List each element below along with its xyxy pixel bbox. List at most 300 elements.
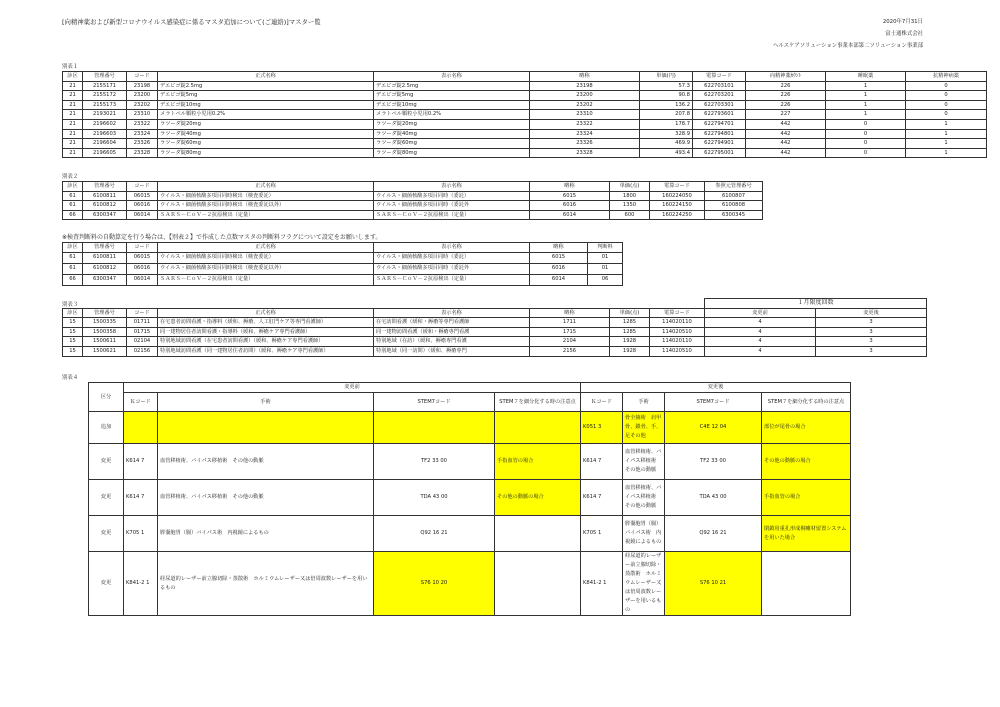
table3-label: 別表３ (62, 302, 79, 308)
table-cell: 23310 (530, 110, 640, 120)
table-row (89, 412, 851, 444)
table-cell: 1285 (610, 318, 650, 328)
table-cell (762, 552, 851, 616)
table-cell (158, 412, 374, 444)
table-cell: 6300345 (705, 210, 763, 220)
table-cell: 15 (63, 337, 83, 347)
table-cell: 178.7 (640, 119, 693, 129)
table2-judgement (62, 242, 623, 286)
table-cell: 閉鎖用重孔形成桐瘻材留置システムを用いた場合 (762, 516, 851, 552)
table-cell: 23202 (127, 100, 158, 110)
table-cell: 21 (63, 119, 83, 129)
col-header: 診区 (63, 308, 83, 318)
table-cell: 0 (826, 139, 906, 149)
table-cell: 06016 (127, 263, 158, 274)
table-cell: 追加 (89, 412, 124, 444)
table-cell: 06016 (127, 201, 158, 211)
table-cell: 23326 (530, 139, 640, 149)
col-header: コード (127, 308, 158, 318)
table-cell: 6100811 (83, 252, 127, 263)
table-cell: 328.9 (640, 129, 693, 139)
table-cell: 66 (63, 274, 83, 285)
table-cell: ラツーダ錠40mg (158, 129, 374, 139)
table-cell: 1928 (610, 337, 650, 347)
table-header-row (63, 182, 763, 192)
table-cell: 61 (63, 191, 83, 201)
table-cell: 血管移植術、バイパス移植術 その他の動脈 (623, 480, 665, 516)
table-cell: 1 (906, 119, 987, 129)
table-cell: 1 (826, 81, 906, 91)
table-cell: 21 (63, 81, 83, 91)
table-cell: 変更 (89, 480, 124, 516)
table-cell: デエビゴ錠5mg (374, 91, 530, 101)
table-cell: ウイルス・細菌核酸多項目同時検出（検査委託以外） (158, 201, 374, 211)
table-cell: 在宅訪問看護（緩和・褥瘡等専門看護師 (374, 318, 530, 328)
table-cell: ＳＡＲＳ－ＣｏＶ－２抗原検出（定量） (158, 210, 374, 220)
table-cell: 0 (906, 110, 987, 120)
table-group-header-row (89, 383, 851, 393)
col-header: 正式名称 (158, 182, 374, 192)
table-cell: 3 (816, 318, 927, 328)
col-header: コード (127, 243, 158, 253)
table-cell: 2193021 (83, 110, 127, 120)
table-cell: ラツーダ錠80mg (158, 148, 374, 158)
department: ヘルスケアソリューション事業本部第二ソリューション事業部 (772, 43, 923, 49)
table-cell: TDA 43 00 (665, 480, 762, 516)
table-cell (495, 412, 581, 444)
table-cell: 23200 (530, 91, 640, 101)
table-cell: 0 (906, 81, 987, 91)
table-cell: その他の動脈の場合 (495, 480, 581, 516)
table-cell: 226 (746, 100, 826, 110)
table-cell: 血管移植術、バイパス移植術 その他の動脈 (623, 444, 665, 480)
table-cell: 15 (63, 318, 83, 328)
table-cell: K705 1 (581, 516, 623, 552)
table-cell: 23202 (530, 100, 640, 110)
table-cell: 0 (906, 100, 987, 110)
table-cell: 57.3 (640, 81, 693, 91)
table-cell: 経尿道的レーザー前立腺切除・蒸散術 ホルミウムレーザー又は倍周波数レーザーを用いるもの (623, 552, 665, 616)
table-cell: S76 10 21 (665, 552, 762, 616)
col-header: Ｋコード (581, 393, 623, 412)
table-cell: 1 (826, 91, 906, 101)
table-cell: 622793601 (693, 110, 746, 120)
table-cell: 160224150 (650, 201, 705, 211)
table-cell: ラツーダ錠20mg (158, 119, 374, 129)
table-row (63, 139, 987, 149)
table-cell: ウイルス・細菌核酸多項目同時検出（検査委託） (158, 252, 374, 263)
table-cell: K841-2 1 (581, 552, 623, 616)
table-cell: 23324 (530, 129, 640, 139)
col-header: STEM7コード (374, 393, 495, 412)
table-cell: 0 (906, 91, 987, 101)
table-row (63, 191, 763, 201)
table1-label: 別表１ (62, 64, 79, 70)
table-row (63, 252, 623, 263)
table-cell: 23328 (530, 148, 640, 158)
table-cell: 1 (826, 110, 906, 120)
table-cell: 442 (746, 119, 826, 129)
company: 富士通株式会社 (885, 31, 923, 37)
table-cell: 06015 (127, 191, 158, 201)
table-cell: 骨全摘術 肩甲骨、鎖骨、手、足その他 (623, 412, 665, 444)
table-group-header-row (63, 299, 927, 309)
table-cell: 01 (588, 252, 623, 263)
table-cell: S76 10 20 (374, 552, 495, 616)
table-row (89, 444, 851, 480)
table-cell: デエビゴ錠10mg (158, 100, 374, 110)
table-cell: その他の動脈の場合 (762, 444, 851, 480)
table-cell: Q92 16 21 (374, 516, 495, 552)
table-cell: 622703301 (693, 100, 746, 110)
table-cell: ＳＡＲＳ－ＣｏＶ－２抗原検出（定量） (374, 210, 530, 220)
col-header: Ｋコード (124, 393, 158, 412)
col-header: 抗精神病薬 (906, 72, 987, 82)
table-cell: 2196602 (83, 119, 127, 129)
table-cell: 15 (63, 346, 83, 356)
table-cell: 6100808 (705, 201, 763, 211)
table-cell: ウイルス・細菌核酸多項目同時（委託外 (374, 263, 530, 274)
table-cell: 経尿道的レーザー前立腺切除・蒸散術 ホルミウムレーザー又は倍周波数レーザーを用いるもの (158, 552, 374, 616)
table-cell: 21 (63, 100, 83, 110)
group-header-after: 変更後 (581, 383, 851, 393)
table-cell: K614 7 (124, 480, 158, 516)
table4 (88, 382, 851, 616)
table-cell: Q92 16 21 (665, 516, 762, 552)
table-row (89, 480, 851, 516)
table-cell: 変更 (89, 444, 124, 480)
table-cell: 1500358 (83, 327, 127, 337)
group-header-before: 変更前 (124, 383, 581, 393)
table-cell: 6014 (530, 210, 610, 220)
table-row (63, 129, 987, 139)
table-cell: 3 (816, 346, 927, 356)
table-cell: 6100811 (83, 191, 127, 201)
table-cell: 136.2 (640, 100, 693, 110)
table-cell: 622703201 (693, 91, 746, 101)
table-cell: TF2 33 00 (374, 444, 495, 480)
table-cell: 160224250 (650, 210, 705, 220)
table-cell: 1711 (530, 318, 610, 328)
table-cell: デエビゴ錠5mg (158, 91, 374, 101)
table-cell: 23322 (127, 119, 158, 129)
table-cell: 01 (588, 263, 623, 274)
table-cell: 622794701 (693, 119, 746, 129)
table-cell: 2156 (530, 346, 610, 356)
table-cell: 6015 (530, 252, 588, 263)
table-cell: 1500335 (83, 318, 127, 328)
table-row (63, 327, 927, 337)
table-row (63, 274, 623, 285)
table-cell: 特別地域（在訪）（緩和、褥瘡専門看護 (374, 337, 530, 347)
table-cell: 血管移植術、バイパス移植術 その他の動脈 (158, 444, 374, 480)
table-row (63, 318, 927, 328)
table-cell: 226 (746, 91, 826, 101)
table-cell: 442 (746, 129, 826, 139)
table-cell: 2196604 (83, 139, 127, 149)
col-header: コード (127, 72, 158, 82)
table-cell: 1500621 (83, 346, 127, 356)
table-cell: 06014 (127, 274, 158, 285)
table-row (63, 110, 987, 120)
col-header: 正式名称 (158, 308, 374, 318)
col-header: 参照元管理番号 (705, 182, 763, 192)
table1 (62, 71, 987, 158)
table-cell: 21 (63, 148, 83, 158)
table-cell: 3 (816, 337, 927, 347)
col-header: 管理番号 (83, 182, 127, 192)
table-cell: 0 (826, 129, 906, 139)
col-header: 単価(円) (640, 72, 693, 82)
col-header: 表示名称 (374, 308, 530, 318)
table-cell: 1500611 (83, 337, 127, 347)
table-cell: メラトベル顆粒小児用0.2% (374, 110, 530, 120)
col-header: 区分 (89, 383, 124, 412)
col-header: 管理番号 (83, 308, 127, 318)
col-header: 管理番号 (83, 72, 127, 82)
col-header: STEM７を細分化する時の注意点 (495, 393, 581, 412)
col-header: 単価(点) (610, 182, 650, 192)
table-cell: 226 (746, 81, 826, 91)
table-cell: 622794901 (693, 139, 746, 149)
table-cell: 4 (705, 318, 816, 328)
table-row (63, 100, 987, 110)
table-row (89, 552, 851, 616)
col-header: 電算コード (650, 308, 705, 318)
table-cell: 1 (906, 148, 987, 158)
table-cell: 21 (63, 129, 83, 139)
table-cell: K705 1 (124, 516, 158, 552)
table-cell: 在宅患者訪問看護・指導料（緩和、褥瘡、人工肛門ケア等専門看護師） (158, 318, 374, 328)
col-header: 表示名称 (374, 182, 530, 192)
table-cell: 特別地域（同一訪問）（緩和、褥瘡専門 (374, 346, 530, 356)
table-cell: 1 (826, 100, 906, 110)
table-cell: ラツーダ錠80mg (374, 148, 530, 158)
table-row (63, 148, 987, 158)
table-cell: ラツーダ錠60mg (158, 139, 374, 149)
table-row (63, 201, 763, 211)
table-row (63, 263, 623, 274)
col-header: 手術 (623, 393, 665, 412)
table-cell: 23328 (127, 148, 158, 158)
col-header: 管理番号 (83, 243, 127, 253)
table-cell: 4 (705, 346, 816, 356)
col-header: 睡眠薬 (826, 72, 906, 82)
table-cell (124, 412, 158, 444)
table3 (62, 298, 927, 357)
col-header: 正式名称 (158, 72, 374, 82)
table-cell: 207.8 (640, 110, 693, 120)
table-row (89, 516, 851, 552)
table-cell: 66 (63, 210, 83, 220)
table-header-row (63, 308, 927, 318)
table-cell: 6100807 (705, 191, 763, 201)
table-cell: 2155172 (83, 91, 127, 101)
col-header: コード (127, 182, 158, 192)
table-cell: 06015 (127, 252, 158, 263)
table-cell: TDA 43 00 (374, 480, 495, 516)
table-cell: 493.4 (640, 148, 693, 158)
table-cell: 1715 (530, 327, 610, 337)
table-cell: ウイルス・細菌核酸多項目同時（委託外 (374, 201, 530, 211)
table-header-row (89, 393, 851, 412)
col-header: 変更後 (816, 308, 927, 318)
table-cell: 23322 (530, 119, 640, 129)
table-cell: 2155171 (83, 81, 127, 91)
table-cell (374, 412, 495, 444)
col-header: 略称 (530, 182, 610, 192)
table-cell (495, 552, 581, 616)
table-cell: 特別地域訪問看護（同一建物居住者訪問）（緩和、褥瘡ケア専門看護師） (158, 346, 374, 356)
table-cell: 1 (906, 129, 987, 139)
table-cell: ＳＡＲＳ－ＣｏＶ－２抗原検出（定量） (158, 274, 374, 285)
table-cell: 21 (63, 139, 83, 149)
col-header: 電算コード (693, 72, 746, 82)
table-cell: 6300347 (83, 210, 127, 220)
col-header: 変更前 (705, 308, 816, 318)
table-cell: 06014 (127, 210, 158, 220)
table-cell: 4 (705, 327, 816, 337)
col-header: 略称 (530, 308, 610, 318)
table-cell: K614 7 (581, 480, 623, 516)
table-cell: 622794801 (693, 129, 746, 139)
table-cell: 06 (588, 274, 623, 285)
table2 (62, 181, 763, 220)
table-cell: 21 (63, 110, 83, 120)
table-cell: ＳＡＲＳ－ＣｏＶ－２抗原検出（定量） (374, 274, 530, 285)
table-cell: 23198 (530, 81, 640, 91)
col-header: 表示名称 (374, 243, 530, 253)
col-header: 表示名称 (374, 72, 530, 82)
table-cell: 6016 (530, 263, 588, 274)
table-row (63, 337, 927, 347)
table-cell: 0 (826, 119, 906, 129)
table-cell: 手指血管の場合 (495, 444, 581, 480)
note-text: ※検査判断料の自動算定を行う場合は、【別表２】で作成した点数マスタの判断料フラグについて設定をお願いします。 (62, 234, 382, 241)
table-cell: デエビゴ錠2.5mg (374, 81, 530, 91)
table-cell: 手指血管の場合 (762, 480, 851, 516)
col-header: 手術 (158, 393, 374, 412)
table-cell: 01711 (127, 318, 158, 328)
col-header: 判断料 (588, 243, 623, 253)
page-title: [向精神薬および新型コロナウイルス感染症に係るマスタ追加について(ご連絡)]マスター覧 (62, 18, 321, 26)
table-cell: 02156 (127, 346, 158, 356)
table-cell: 114020510 (650, 327, 705, 337)
table-cell: ラツーダ錠40mg (374, 129, 530, 139)
table-cell: 114020110 (650, 337, 705, 347)
table-cell: デエビゴ錠10mg (374, 100, 530, 110)
table-cell: 442 (746, 139, 826, 149)
table-cell: メラトベル顆粒小児用0.2% (158, 110, 374, 120)
table-cell (495, 516, 581, 552)
table-cell: 61 (63, 263, 83, 274)
table-cell: 6300347 (83, 274, 127, 285)
table-cell: 15 (63, 327, 83, 337)
table-cell: 23200 (127, 91, 158, 101)
table-cell: 61 (63, 252, 83, 263)
group-header: １月限度回数 (705, 299, 927, 309)
date: 2020年7月31日 (882, 19, 923, 25)
table-cell: 61 (63, 201, 83, 211)
table-cell: ウイルス・細菌核酸多項目同時（委託） (374, 252, 530, 263)
col-header: 単価(点) (610, 308, 650, 318)
table-cell: 114020110 (650, 318, 705, 328)
table-cell: 469.9 (640, 139, 693, 149)
col-header: 電算コード (650, 182, 705, 192)
table-cell: 1350 (610, 201, 650, 211)
table-cell: 6016 (530, 201, 610, 211)
table-cell: 特別地域訪問看護（在宅患者訪問看護）（緩和、褥瘡ケア専門看護師） (158, 337, 374, 347)
table-cell: ウイルス・細菌核酸多項目同時検出（検査委託） (158, 191, 374, 201)
table-cell: K841-2 1 (124, 552, 158, 616)
table-cell: 90.8 (640, 91, 693, 101)
table-cell: ラツーダ錠20mg (374, 119, 530, 129)
table-cell: デエビゴ錠2.5mg (158, 81, 374, 91)
table-cell: 2155173 (83, 100, 127, 110)
table-row (63, 81, 987, 91)
table-row (63, 91, 987, 101)
table-cell: TF2 33 00 (665, 444, 762, 480)
table-cell: 23326 (127, 139, 158, 149)
col-header: 略称 (530, 72, 640, 82)
table-cell: 2196605 (83, 148, 127, 158)
table-cell: 6100812 (83, 201, 127, 211)
table-header-row (63, 72, 987, 82)
table-cell: 血管移植術、バイパス移植術 その他の動脈 (158, 480, 374, 516)
table-cell: 1928 (610, 346, 650, 356)
table-cell: 2196603 (83, 129, 127, 139)
table-cell: 02104 (127, 337, 158, 347)
table-cell: K614 7 (124, 444, 158, 480)
table-cell: 2104 (530, 337, 610, 347)
table-cell: 膵嚢胞胃（腸）バイパス術 内視鏡によるもの (158, 516, 374, 552)
col-header: STEM7コード (665, 393, 762, 412)
table-row (63, 119, 987, 129)
table-cell: 23310 (127, 110, 158, 120)
table-cell: 6015 (530, 191, 610, 201)
table-cell: 変更 (89, 516, 124, 552)
table-row (63, 346, 927, 356)
table-cell: 変更 (89, 552, 124, 616)
table-cell: 1285 (610, 327, 650, 337)
col-header: 診区 (63, 182, 83, 192)
table-row (63, 210, 763, 220)
table4-label: 別表４ (62, 375, 79, 381)
col-header: STEM７を細分化する時の注意点 (762, 393, 851, 412)
table-cell: 膵嚢胞胃（腸）バイパス術 内視鏡によるもの (623, 516, 665, 552)
table-cell: ラツーダ錠60mg (374, 139, 530, 149)
table-cell: 同一建物居住者訪問看護・指導料（緩和、褥瘡ケア専門看護師） (158, 327, 374, 337)
table2-label: 別表２ (62, 174, 79, 180)
table-cell: 21 (63, 91, 83, 101)
table-header-row (63, 243, 623, 253)
table-cell: 1 (906, 139, 987, 149)
table-cell: 622795001 (693, 148, 746, 158)
table-cell: 01715 (127, 327, 158, 337)
col-header: 略称 (530, 243, 588, 253)
table-cell: 23198 (127, 81, 158, 91)
table-cell: K051 3 (581, 412, 623, 444)
table-cell: 622703101 (693, 81, 746, 91)
table-cell: 600 (610, 210, 650, 220)
table-cell: 同一建物訪問看護（緩和・褥瘡専門看護 (374, 327, 530, 337)
table-cell: ウイルス・細菌核酸多項目同時（委託） (374, 191, 530, 201)
table-cell: ウイルス・細菌核酸多項目同時検出（検査委託以外） (158, 263, 374, 274)
table-cell: 442 (746, 148, 826, 158)
table-cell: 227 (746, 110, 826, 120)
table-cell: 114020510 (650, 346, 705, 356)
col-header: 向精神薬ｶｳﾝﾄ (746, 72, 826, 82)
